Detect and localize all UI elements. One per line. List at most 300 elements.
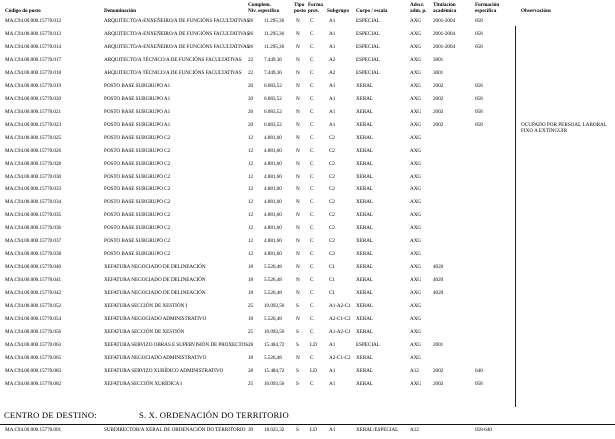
header-titulacion: Titulación [433,2,456,8]
cell-nivel: 26 [248,43,254,50]
cell-subgrupo: A1 [329,18,336,24]
cell-subgrupo: A1 [329,342,336,348]
cell-tipo: N [296,316,300,323]
centro-destino-heading [4,409,304,421]
cell-denominacion: XEFATURA NEGOCIADO DE DELINEACIÓN [104,277,206,284]
cell-tipo: N [296,43,300,50]
cell-codigo: MA.C94.00.000.15770.065 [5,354,62,361]
table-row [0,133,615,143]
cell-corpo: XERAL [356,186,374,193]
cell-subgrupo: A1 [329,30,336,37]
cell-denominacion: POSTO BASE SUBGRUPO A1 [104,108,171,115]
cell-adscr: AXG [410,251,422,258]
cell-corpo: ESPECIAL [356,18,380,24]
cell-corpo: XERAL [356,264,374,271]
header-codigo: Código do posto [5,8,41,14]
cell-corpo: XERAL [356,95,374,102]
cell-corpo: XERAL [356,147,374,154]
cell-codigo: MA.C94.00.000.15770.019 [5,82,62,89]
cell-denominacion: POSTO BASE SUBGRUPO A1 [104,82,171,89]
cell-tipo: N [296,56,300,63]
cell-nivel: 26 [248,30,254,37]
cell-subgrupo: A1 [329,427,336,433]
cell-adscr: AXG [410,303,422,310]
cell-tipo: N [296,199,300,206]
cell-corpo: XERAL [356,290,374,297]
cell-adscr: AXG [410,212,422,219]
table-row [0,210,615,220]
cell-titulacion: 2001-2004 [433,18,456,24]
cell-titulacion: 2001-2004 [433,43,456,50]
cell-corpo: XERAL [356,329,374,336]
table-row [0,146,615,156]
cell-formacion: 058 [475,43,483,50]
cell-complemento: 11.295,36 [264,18,285,24]
table-row [0,327,615,337]
cell-codigo: MA.C94.00.000.15770.028 [5,160,62,167]
cell-subgrupo: A2 [329,56,336,63]
cell-codigo: MA.C94.00.000.15770.040 [5,264,62,271]
cell-tipo: N [296,277,300,284]
cell-titulacion: 3001 [433,56,444,63]
cell-nivel: 18 [248,354,254,361]
cell-complemento: 4.881,60 [264,173,282,180]
header-nivel: Niv. específico [248,8,280,14]
header-tipo-posto: posto [294,8,306,14]
cell-codigo: MA.C94.00.000.15770.026 [5,147,62,154]
cell-complemento: 10.093,56 [264,329,285,336]
cell-nivel: 26 [248,18,254,24]
cell-adscr: A12 [410,427,419,433]
cell-forma: C [310,212,314,219]
cell-complemento: 11.295,36 [264,30,285,37]
cell-denominacion: ARQUITECTO/A-ENXEÑEIRO/A DE FUNCIÓNS FACULTATIVAS [104,30,250,37]
cell-nivel: 12 [248,147,254,154]
cell-corpo: XERAL [356,134,374,141]
cell-denominacion: POSTO BASE SUBGRUPO A1 [104,121,171,128]
cell-titulacion: 2002 [433,380,444,387]
cell-tipo: N [296,238,300,245]
cell-subgrupo: C2 [329,251,335,258]
cell-denominacion: POSTO BASE SUBGRUPO C2 [104,160,171,167]
cell-forma: C [310,316,314,323]
cell-adscr: AXG [410,238,422,245]
cell-adscr: AXG [410,329,422,336]
cell-tipo: N [296,264,300,271]
cell-codigo: MA.C94.00.000.15770.056 [5,329,62,336]
cell-corpo: XERAL [356,212,374,219]
cell-formacion: 058 [475,82,483,89]
cell-adscr: AXG [410,69,422,76]
cell-corpo: XERAL [356,316,374,323]
header-complemento: Complem. [248,2,271,8]
cell-titulacion: 4020 [433,290,444,297]
cell-nivel: 20 [248,82,254,89]
cell-forma: C [310,277,314,284]
cell-adscr: AXG [410,264,422,271]
cell-denominacion: XEFATURA SECCIÓN DE XESTIÓN [104,329,185,336]
cell-denominacion: XEFATURA NEGOCIADO DE DELINEACIÓN [104,264,206,271]
cell-subgrupo: C2 [329,225,335,232]
cell-nivel: 12 [248,225,254,232]
cell-codigo: MA.C94.00.000.15770.063 [5,342,62,348]
centro-name: S. X. ORDENACIÓN DO TERRITORIO [139,410,289,420]
cell-nivel: 12 [248,212,254,219]
cell-corpo: ESPECIAL [356,43,380,50]
cell-codigo: MA.C94.00.000.15770.038 [5,251,62,258]
cell-forma: C [310,160,314,167]
cell-adscr: AXG [410,121,422,128]
cell-adscr: AXG [410,82,422,89]
cell-nivel: 18 [248,277,254,284]
cell-adscr: AXG [410,290,422,297]
cell-formacion: 058 [475,108,483,115]
cell-forma: C [310,56,314,63]
cell-denominacion: XEFATURA SERVIZO OBRAS E SUPERVISIÓN DE PROXECTOS [104,342,249,348]
cell-denominacion: XEFATURA NEGOCIADO ADMINISTRATIVO [104,316,207,323]
cell-formacion: 058 [475,95,483,102]
header-corpo: Corpo / escala [356,8,388,14]
cell-corpo: XERAL [356,380,374,387]
cell-forma: C [310,95,314,102]
cell-tipo: N [296,108,300,115]
cell-forma: C [310,121,314,128]
cell-subgrupo: A1-A2-C1 [329,329,351,336]
cell-complemento: 5.526,48 [264,277,282,284]
cell-adscr: AXG [410,277,422,284]
cell-complemento: 4.881,60 [264,225,282,232]
cell-corpo: ESPECIAL [356,30,380,37]
cell-denominacion: XEFATURA NEGOCIADO DE DELINEACIÓN [104,290,206,297]
cell-forma: C [310,108,314,115]
cell-codigo: MA.C94.00.000.15770.025 [5,134,62,141]
cell-formacion: 058 [475,18,483,24]
table-row [0,223,615,233]
table-row [0,107,615,117]
cell-adscr: AXG [410,199,422,206]
cell-titulacion: 4020 [433,264,444,271]
cell-tipo: N [296,354,300,361]
table-row [0,379,615,389]
cell-nivel: 25 [248,303,254,310]
cell-denominacion: POSTO BASE SUBGRUPO C2 [104,212,171,219]
cell-observacions: OCUPADO POR PERSOAL LABORAL [521,121,607,128]
cell-corpo: ESPECIAL [356,69,380,76]
table-row [0,353,615,363]
cell-complemento: 15.484,72 [264,367,285,374]
cell-corpo: ESPECIAL [356,56,380,63]
cell-formacion: 058 [475,30,483,37]
cell-subgrupo: A1 [329,95,336,102]
cell-subgrupo: A2 [329,69,336,76]
cell-titulacion: 2002 [433,108,444,115]
cell-codigo: MA.C94.00.000.15770.041 [5,277,62,284]
cell-complemento: 5.526,48 [264,290,282,297]
cell-complemento: 7.449,36 [264,56,282,63]
cell-denominacion: POSTO BASE SUBGRUPO A1 [104,95,171,102]
cell-forma: C [310,329,314,336]
cell-complemento: 4.881,60 [264,212,282,219]
table-row [0,249,615,259]
cell-denominacion: POSTO BASE SUBGRUPO C2 [104,238,171,245]
cell-complemento: 10.093,56 [264,380,285,387]
header-adscr: Adscr. [410,2,425,8]
cell-complemento: 4.881,60 [264,160,282,167]
centro-label: CENTRO DE DESTINO: [4,410,97,420]
cell-subgrupo: A1 [329,43,336,50]
cell-nivel: 20 [248,121,254,128]
header-formacion: Formación [475,2,500,8]
cell-denominacion: POSTO BASE SUBGRUPO C2 [104,199,171,206]
cell-codigo: MA.C94.00.000.15770.018 [5,69,62,76]
cell-titulacion: 2001-2004 [433,30,456,37]
cell-forma: C [310,69,314,76]
cell-adscr: AXG [410,30,422,37]
cell-nivel: 12 [248,173,254,180]
header-titulacion-academica: académica [433,8,457,14]
header-forma-prov: prov. [308,8,320,14]
cell-codigo: MA.C94.00.000.15770.082 [5,380,62,387]
cell-adscr: AXG [410,354,422,361]
cell-subgrupo: C1 [329,277,335,284]
cell-denominacion: XEFATURA SECCIÓN DE XESTIÓN I [104,303,188,310]
cell-denominacion: POSTO BASE SUBGRUPO C2 [104,186,171,193]
cell-forma: C [310,238,314,245]
table-row [0,288,615,298]
cell-adscr: AXG [410,56,422,63]
header-denominacion: Denominación [104,8,136,14]
cell-adscr: AXG [410,108,422,115]
table-row [0,172,615,182]
cell-denominacion: POSTO BASE SUBGRUPO C2 [104,147,171,154]
cell-forma: LD [310,427,317,433]
cell-subgrupo: A2-C1-C2 [329,316,351,323]
cell-corpo: XERAL [356,303,374,310]
cell-subgrupo: C2 [329,186,335,193]
table-row [0,120,615,134]
cell-forma: C [310,303,314,310]
cell-tipo: S [296,303,299,310]
cell-forma: C [310,43,314,50]
cell-tipo: S [296,342,299,348]
cell-adscr: AXG [410,225,422,232]
cell-forma: C [310,18,314,24]
cell-subgrupo: C2 [329,173,335,180]
cell-complemento: 5.526,48 [264,264,282,271]
cell-corpo: XERAL [356,160,374,167]
cell-nivel: 22 [248,56,254,63]
cell-forma: C [310,186,314,193]
table-row [0,262,615,272]
cell-corpo: XERAL [356,121,374,128]
cell-complemento: 4.881,60 [264,199,282,206]
cell-complemento: 4.881,60 [264,251,282,258]
cell-observacions-cont: FIXO A EXTINGUIR [521,127,568,134]
cell-titulacion: 2001 [433,342,444,348]
header-formacion-especifica: específica [475,8,497,14]
cell-adscr: AXG [410,342,422,348]
cell-forma: LD [310,367,317,374]
cell-nivel: 25 [248,329,254,336]
table-row [0,236,615,246]
cell-denominacion: XEFATURA NEGOCIADO ADMINISTRATIVO [104,354,207,361]
cell-denominacion: ARQUITECTO/A-ENXEÑEIRO/A DE FUNCIÓNS FACULTATIVAS [104,18,250,24]
cell-nivel: 12 [248,251,254,258]
cell-codigo: MA.C94.00.000.15770.035 [5,212,62,219]
cell-denominacion: ARQUITECTO/A TÉCNICO/A DE FUNCIÓNS FACULTATIVAS [104,69,242,76]
cell-tipo: N [296,69,300,76]
cell-denominacion: POSTO BASE SUBGRUPO C2 [104,173,171,180]
cell-nivel: 12 [248,160,254,167]
cell-denominacion: POSTO BASE SUBGRUPO C2 [104,225,171,232]
cell-complemento: 6.083,52 [264,121,282,128]
cell-subgrupo: A1 [329,121,336,128]
cell-nivel: 20 [248,108,254,115]
header-forma: Forma [308,2,323,8]
cell-codigo: MA.C94.00.000.15770.020 [5,95,62,102]
table-row [0,275,615,285]
cell-subgrupo: C2 [329,238,335,245]
cell-subgrupo: A1-A2-C1 [329,303,351,310]
cell-codigo: MA.C94.00.000.15770.033 [5,186,62,193]
cell-codigo: MA.C94.00.000.15770.042 [5,290,62,297]
cell-codigo: MA.C94.00.000.15770.014 [5,43,62,50]
cell-codigo: MA.C94.00.000.15770.013 [5,30,62,37]
cell-forma: C [310,380,314,387]
header-subgrupo: Subgrupo [327,8,349,14]
cell-subgrupo: C2 [329,160,335,167]
cell-titulacion: 2002 [433,95,444,102]
cell-forma: C [310,134,314,141]
table-row [0,29,615,39]
cell-corpo: XERAL [356,354,374,361]
table-row [0,42,615,52]
cell-tipo: N [296,147,300,154]
cell-forma: C [310,225,314,232]
cell-adscr: AXG [410,95,422,102]
cell-nivel: 30 [248,427,254,433]
cell-forma: C [310,354,314,361]
cell-tipo: N [296,95,300,102]
cell-corpo: XERAL [356,173,374,180]
cell-nivel: 18 [248,316,254,323]
cell-subgrupo: C2 [329,147,335,154]
cell-codigo: MA.C94.00.000.15770.036 [5,225,62,232]
cell-tipo: N [296,290,300,297]
cell-subgrupo: C2 [329,212,335,219]
cell-nivel: 12 [248,134,254,141]
table-row [0,197,615,207]
cell-complemento: 4.881,60 [264,186,282,193]
cell-formacion: 058 [475,121,483,128]
table-row [0,159,615,169]
cell-titulacion: 3001 [433,69,444,76]
cell-nivel: 12 [248,238,254,245]
cell-tipo: S [296,427,299,433]
cell-adscr: AXG [410,316,422,323]
cell-codigo: MA.C94.00.000.15770.017 [5,56,62,63]
cell-nivel: 18 [248,290,254,297]
cell-titulacion: 2002 [433,82,444,89]
cell-complemento: 6.083,52 [264,95,282,102]
header-observacions: Observacións [521,8,551,14]
cell-forma: C [310,251,314,258]
cell-adscr: AXG [410,43,422,50]
cell-tipo: S [296,329,299,336]
cell-complemento: 4.881,60 [264,147,282,154]
cell-tipo: N [296,18,300,24]
cell-nivel: 12 [248,186,254,193]
cell-complemento: 6.083,52 [264,82,282,89]
cell-tipo: N [296,251,300,258]
table-row [0,81,615,91]
cell-tipo: N [296,160,300,167]
cell-adscr: AXG [410,134,422,141]
cell-titulacion: 2002 [433,367,444,374]
cell-nivel: 12 [248,199,254,206]
cell-corpo: XERAL/ESPECIAL [356,427,399,433]
cell-complemento: 5.526,48 [264,316,282,323]
cell-subgrupo: C1 [329,290,335,297]
table-row [0,366,615,376]
table-row [0,425,615,435]
cell-complemento: 18.025,32 [264,427,285,433]
header-tipo: Tipo [294,2,305,8]
table-row [0,314,615,324]
cell-tipo: N [296,30,300,37]
cell-codigo: MA.C94.00.000.15770.001 [5,427,62,433]
cell-subgrupo: C2 [329,199,335,206]
cell-denominacion: POSTO BASE SUBGRUPO C2 [104,134,171,141]
cell-subgrupo: A1 [329,380,336,387]
cell-tipo: N [296,186,300,193]
cell-nivel: 28 [248,367,254,374]
cell-codigo: MA.C94.00.000.15770.052 [5,303,62,310]
cell-denominacion: POSTO BASE SUBGRUPO C2 [104,251,171,258]
cell-adscr: AXG [410,380,422,387]
cell-adscr: AXG [410,18,422,24]
cell-tipo: S [296,367,299,374]
cell-tipo: N [296,225,300,232]
cell-forma: C [310,290,314,297]
cell-complemento: 7.449,36 [264,69,282,76]
cell-complemento: 5.526,48 [264,354,282,361]
cell-forma: C [310,264,314,271]
cell-corpo: XERAL [356,277,374,284]
header-adscr-adm: adm. p. [410,8,427,14]
table-row [0,16,615,26]
cell-codigo: MA.C94.00.000.15770.054 [5,316,62,323]
cell-complemento: 6.083,52 [264,108,282,115]
cell-denominacion: XEFATURA SERVIZO XURÍDICO ADMINISTRATIVO [104,367,224,374]
table-row [0,184,615,194]
cell-complemento: 10.093,56 [264,303,285,310]
cell-adscr: A12 [410,367,419,374]
cell-corpo: XERAL [356,82,374,89]
cell-forma: C [310,30,314,37]
cell-nivel: 18 [248,264,254,271]
cell-adscr: AXG [410,173,422,180]
table-row [0,340,615,350]
cell-corpo: XERAL [356,199,374,206]
table-row [0,94,615,104]
cell-corpo: XERAL [356,108,374,115]
table-row [0,68,615,78]
cell-formacion: 058 [475,380,483,387]
cell-titulacion: 2002 [433,121,444,128]
cell-corpo: ESPECIAL [356,342,380,348]
cell-adscr: AXG [410,160,422,167]
